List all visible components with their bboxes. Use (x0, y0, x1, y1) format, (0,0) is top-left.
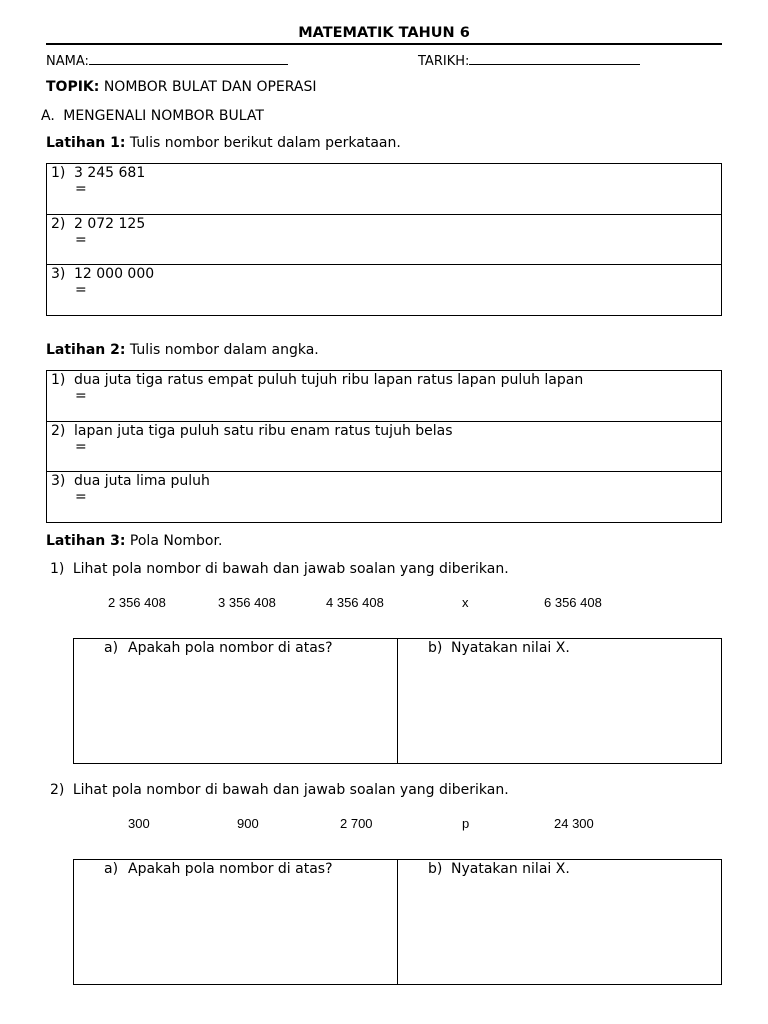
latihan1-row[interactable] (47, 214, 721, 265)
item-number: 2) (51, 423, 66, 439)
answer-equals: = (75, 282, 87, 298)
sequence-term: 2 700 (340, 816, 373, 831)
item-number: 3) (51, 266, 66, 282)
answer-equals: = (75, 439, 87, 455)
latihan2-table (46, 370, 722, 523)
answer-equals: = (75, 388, 87, 404)
topic-label: TOPIK: (46, 79, 100, 95)
latihan1-row[interactable] (47, 264, 721, 315)
nama-blank[interactable] (89, 52, 288, 65)
sub-question-text: Nyatakan nilai X. (451, 640, 570, 656)
sub-question-number: a) (104, 640, 119, 656)
sub-question-number: a) (104, 861, 119, 877)
sequence-term: 300 (128, 816, 150, 831)
sub-question-number: b) (428, 640, 443, 656)
latihan1-table (46, 163, 722, 316)
answer-cell-b[interactable] (398, 639, 721, 763)
latihan2-row[interactable] (47, 421, 721, 472)
pattern-question-1 (50, 561, 509, 577)
sequence-term: 2 356 408 (108, 595, 166, 610)
answer-box-2 (73, 859, 722, 985)
sub-question-text: Nyatakan nilai X. (451, 861, 570, 877)
latihan2-heading (46, 342, 319, 358)
answer-cell-a[interactable] (74, 860, 397, 984)
sub-question-number: b) (428, 861, 443, 877)
nama-label: NAMA: (46, 54, 89, 69)
latihan1-label: Latihan 1: (46, 135, 126, 151)
latihan2-row[interactable] (47, 471, 721, 522)
tarikh-blank[interactable] (469, 52, 640, 65)
item-text: 12 000 000 (74, 266, 155, 282)
section-letter: A. (41, 108, 55, 124)
topic-line (46, 79, 317, 95)
latihan1-row[interactable] (47, 164, 721, 214)
latihan1-instruction: Tulis nombor berikut dalam perkataan. (129, 135, 401, 151)
title-rule (46, 43, 722, 45)
latihan2-row[interactable] (47, 371, 721, 421)
latihan3-instruction: Pola Nombor. (129, 533, 223, 549)
section-heading (41, 108, 264, 124)
sequence-term: 3 356 408 (218, 595, 276, 610)
answer-equals: = (75, 489, 87, 505)
question-number: 1) (50, 561, 65, 577)
item-number: 1) (51, 372, 66, 388)
latihan2-label: Latihan 2: (46, 342, 126, 358)
tarikh-label: TARIKH: (418, 54, 470, 69)
latihan3-label: Latihan 3: (46, 533, 126, 549)
latihan3-heading (46, 533, 222, 549)
sequence-term: x (462, 595, 469, 610)
latihan1-heading (46, 135, 401, 151)
item-number: 2) (51, 216, 66, 232)
answer-box-1 (73, 638, 722, 764)
answer-cell-b[interactable] (398, 860, 721, 984)
item-text: 2 072 125 (74, 216, 146, 232)
latihan2-instruction: Tulis nombor dalam angka. (129, 342, 319, 358)
item-number: 3) (51, 473, 66, 489)
sequence-term: 4 356 408 (326, 595, 384, 610)
question-text: Lihat pola nombor di bawah dan jawab soalan yang diberikan. (72, 782, 509, 798)
answer-equals: = (75, 181, 87, 197)
pattern-question-2 (50, 782, 509, 798)
item-text: dua juta tiga ratus empat puluh tujuh ribu lapan ratus lapan puluh lapan (74, 372, 584, 388)
sequence-term: p (462, 816, 470, 831)
sequence-term: 24 300 (554, 816, 594, 831)
answer-equals: = (75, 232, 87, 248)
topic-value: NOMBOR BULAT DAN OPERASI (103, 79, 317, 95)
item-text: lapan juta tiga puluh satu ribu enam ratus tujuh belas (74, 423, 453, 439)
page-title: MATEMATIK TAHUN 6 (298, 25, 470, 41)
item-text: 3 245 681 (74, 165, 146, 181)
item-text: dua juta lima puluh (74, 473, 210, 489)
sequence-term: 900 (237, 816, 259, 831)
question-text: Lihat pola nombor di bawah dan jawab soalan yang diberikan. (72, 561, 509, 577)
section-title: MENGENALI NOMBOR BULAT (63, 108, 264, 124)
item-number: 1) (51, 165, 66, 181)
answer-cell-a[interactable] (74, 639, 397, 763)
sequence-term: 6 356 408 (544, 595, 602, 610)
sub-question-text: Apakah pola nombor di atas? (128, 640, 333, 656)
question-number: 2) (50, 782, 65, 798)
tarikh-field[interactable] (418, 52, 640, 69)
sub-question-text: Apakah pola nombor di atas? (128, 861, 333, 877)
nama-field[interactable] (46, 52, 288, 69)
